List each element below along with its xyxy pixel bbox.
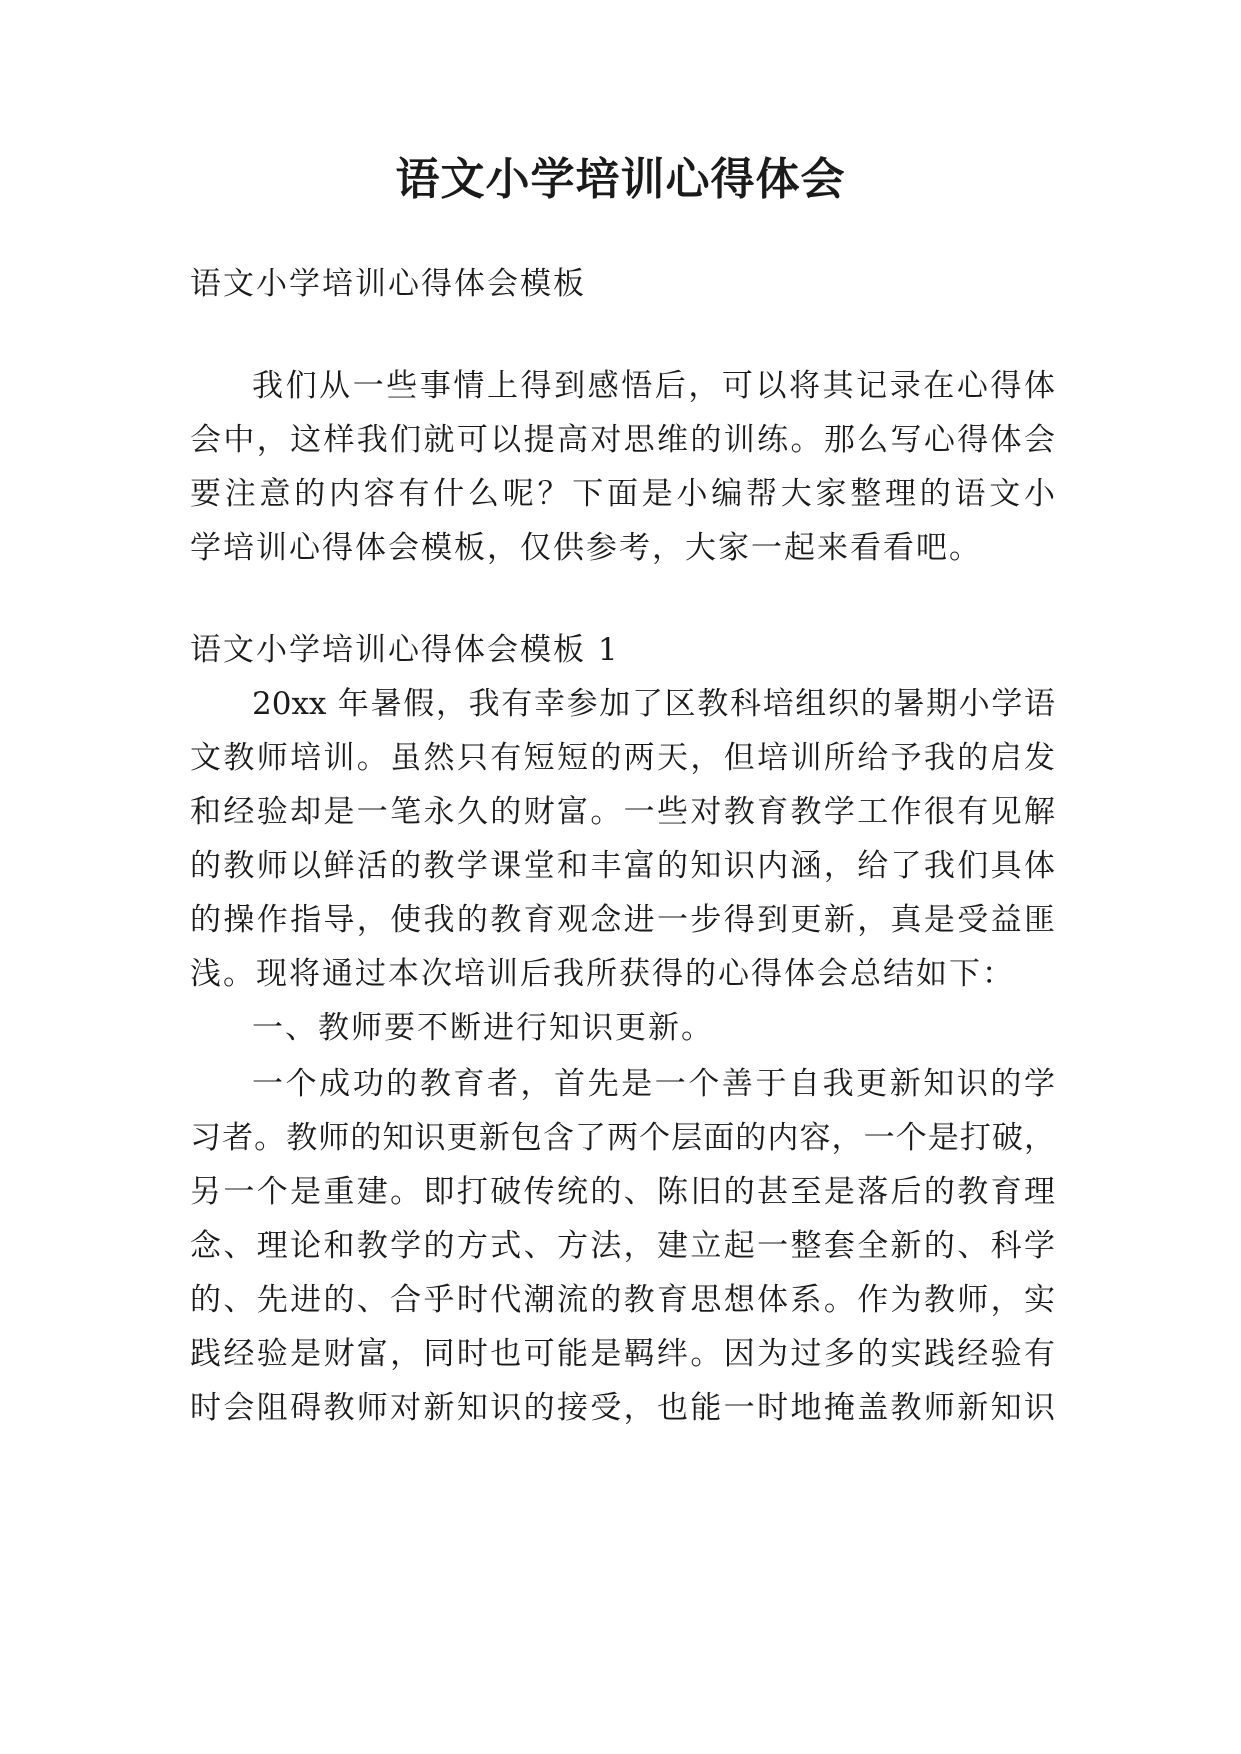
point-line: 另一个是重建。即打破传统的、陈旧的甚至是落后的教育理 [190, 1174, 1055, 1210]
point-heading: 一、教师要不断进行知识更新。 [252, 1010, 714, 1046]
section-line: 20xx 年暑假，我有幸参加了区教科培组织的暑期小学语 [252, 686, 1055, 722]
section-line: 文教师培训。虽然只有短短的两天，但培训所给予我的启发 [190, 740, 1055, 776]
point-line: 念、理论和教学的方式、方法，建立起一整套全新的、科学 [190, 1228, 1055, 1264]
intro-line: 要注意的内容有什么呢？下面是小编帮大家整理的语文小 [190, 476, 1055, 512]
section-line: 浅。现将通过本次培训后我所获得的心得体会总结如下： [190, 956, 1015, 992]
point-line: 一个成功的教育者，首先是一个善于自我更新知识的学 [252, 1066, 1055, 1102]
section-line: 的操作指导，使我的教育观念进一步得到更新，真是受益匪 [190, 902, 1055, 938]
document-title: 语文小学培训心得体会 [395, 154, 846, 205]
point-line: 时会阻碍教师对新知识的接受，也能一时地掩盖教师新知识 [190, 1390, 1055, 1426]
intro-line: 我们从一些事情上得到感悟后，可以将其记录在心得体 [252, 368, 1055, 404]
point-line: 践经验是财富，同时也可能是羁绊。因为过多的实践经验有 [190, 1336, 1055, 1372]
section-heading: 语文小学培训心得体会模板 1 [190, 632, 620, 668]
section-line: 的教师以鲜活的教学课堂和丰富的知识内涵，给了我们具体 [190, 848, 1055, 884]
document-subtitle: 语文小学培训心得体会模板 [190, 266, 586, 302]
section-line: 和经验却是一笔永久的财富。一些对教育教学工作很有见解 [190, 794, 1055, 830]
point-line: 习者。教师的知识更新包含了两个层面的内容，一个是打破， [190, 1120, 1055, 1156]
intro-line: 学培训心得体会模板，仅供参考，大家一起来看看吧。 [190, 530, 982, 566]
point-line: 的、先进的、合乎时代潮流的教育思想体系。作为教师，实 [190, 1282, 1055, 1318]
intro-line: 会中，这样我们就可以提高对思维的训练。那么写心得体会 [190, 422, 1055, 458]
